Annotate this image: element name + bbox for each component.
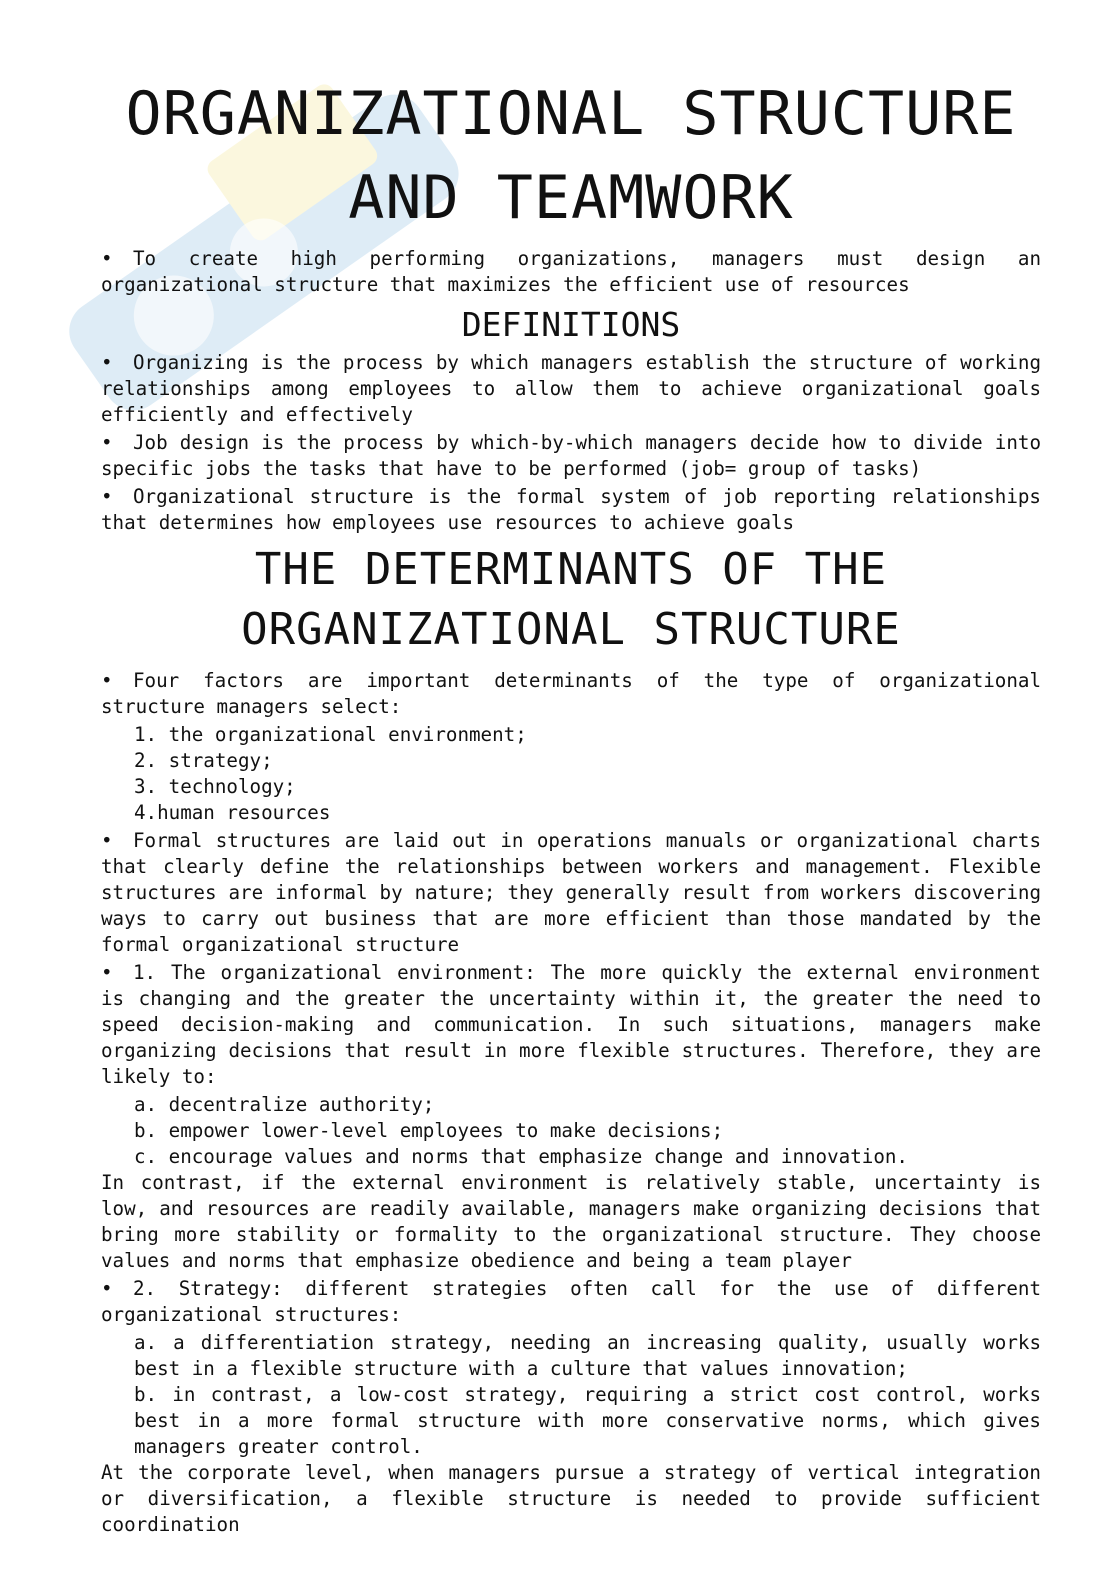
formal-structures-paragraph xyxy=(101,828,1041,958)
factor-item: 1. the organizational environment; xyxy=(134,723,527,746)
bullet-icon: • xyxy=(101,247,113,270)
factors-intro xyxy=(101,668,1041,720)
determinants-heading-line-2: ORGANIZATIONAL STRUCTURE xyxy=(241,604,901,655)
definition-item xyxy=(101,484,1041,536)
intro-paragraph xyxy=(101,246,1041,298)
bullet-icon: • xyxy=(101,431,113,454)
environment-paragraph xyxy=(101,960,1041,1090)
bullet-icon: • xyxy=(101,1277,113,1300)
determinants-heading xyxy=(101,540,1041,660)
factor-item: 2. strategy; xyxy=(134,749,273,772)
determinants-heading-line-1: THE DETERMINANTS OF THE xyxy=(254,544,888,595)
bullet-icon: • xyxy=(101,961,113,984)
intro-text: To create high performing organizations, managers must design an organizational structure that maximizes the efficient use of resources xyxy=(101,247,1041,296)
definition-text: Organizing is the process by which managers establish the structure of working relationships among employees to allow them to achieve organizational goals efficiently and effectively xyxy=(101,351,1041,426)
strategy-paragraph xyxy=(101,1276,1041,1328)
factor-item: 3. technology; xyxy=(134,775,296,798)
environment-text: 1. The organizational environment: The more quickly the external environment is changing and the greater the uncertainty within it, the greater the need to speed decision-making and communication. In such situations, managers make organizing decisions that result in more flexible structures. Therefore, they are likely to: xyxy=(101,961,1041,1088)
definition-text: Job design is the process by which-by-which managers decide how to divide into specific jobs the tasks that have to be performed (job= group of tasks) xyxy=(101,431,1041,480)
title-line-1: ORGANIZATIONAL STRUCTURE xyxy=(125,79,1017,149)
document-title xyxy=(101,72,1041,240)
bullet-icon: • xyxy=(101,351,113,374)
definitions-heading: DEFINITIONS xyxy=(461,305,681,344)
corporate-paragraph: At the corporate level, when managers pursue a strategy of vertical integration or diversification, a flexible structure is needed to provide sufficient coordination xyxy=(101,1461,1041,1536)
strategy-item: a. a differentiation strategy, needing an increasing quality, usually works best in a flexible structure with a culture that values innovation; xyxy=(134,1331,1041,1380)
strategy-item: b. in contrast, a low-cost strategy, requiring a strict cost control, works best in a more formal structure with more conservative norms, which gives managers greater control. xyxy=(134,1383,1041,1458)
definition-text: Organizational structure is the formal system of job reporting relationships that determines how employees use resources to achieve goals xyxy=(101,485,1041,534)
environment-item: a. decentralize authority; xyxy=(134,1093,435,1116)
environment-item: b. empower lower-level employees to make decisions; xyxy=(134,1119,724,1142)
definition-item xyxy=(101,350,1041,428)
strategy-text: 2. Strategy: different strategies often call for the use of different organizational structures: xyxy=(101,1277,1041,1326)
bullet-icon: • xyxy=(101,669,113,692)
contrast-paragraph: In contrast, if the external environment is relatively stable, uncertainty is low, and resources are readily available, managers make organizing decisions that bring more stability or formality to the organizational structure. They choose values and norms that emphasize obedience and being a team player xyxy=(101,1171,1041,1272)
bullet-icon: • xyxy=(101,485,113,508)
definition-item xyxy=(101,430,1041,482)
factors-intro-text: Four factors are important determinants of the type of organizational structure managers select: xyxy=(101,669,1041,718)
title-line-2: AND TEAMWORK xyxy=(348,163,794,233)
bullet-icon: • xyxy=(101,829,113,852)
environment-item: c. encourage values and norms that emphasize change and innovation. xyxy=(134,1145,908,1168)
document-content xyxy=(101,72,1041,1540)
formal-structures-text: Formal structures are laid out in operations manuals or organizational charts that clearly define the relationships between workers and management. Flexible structures are informal by nature; they generally result from workers discovering ways to carry out business that are more efficient than those mandated by the formal organizational structure xyxy=(101,829,1041,956)
factor-item: 4.human resources xyxy=(134,801,331,824)
